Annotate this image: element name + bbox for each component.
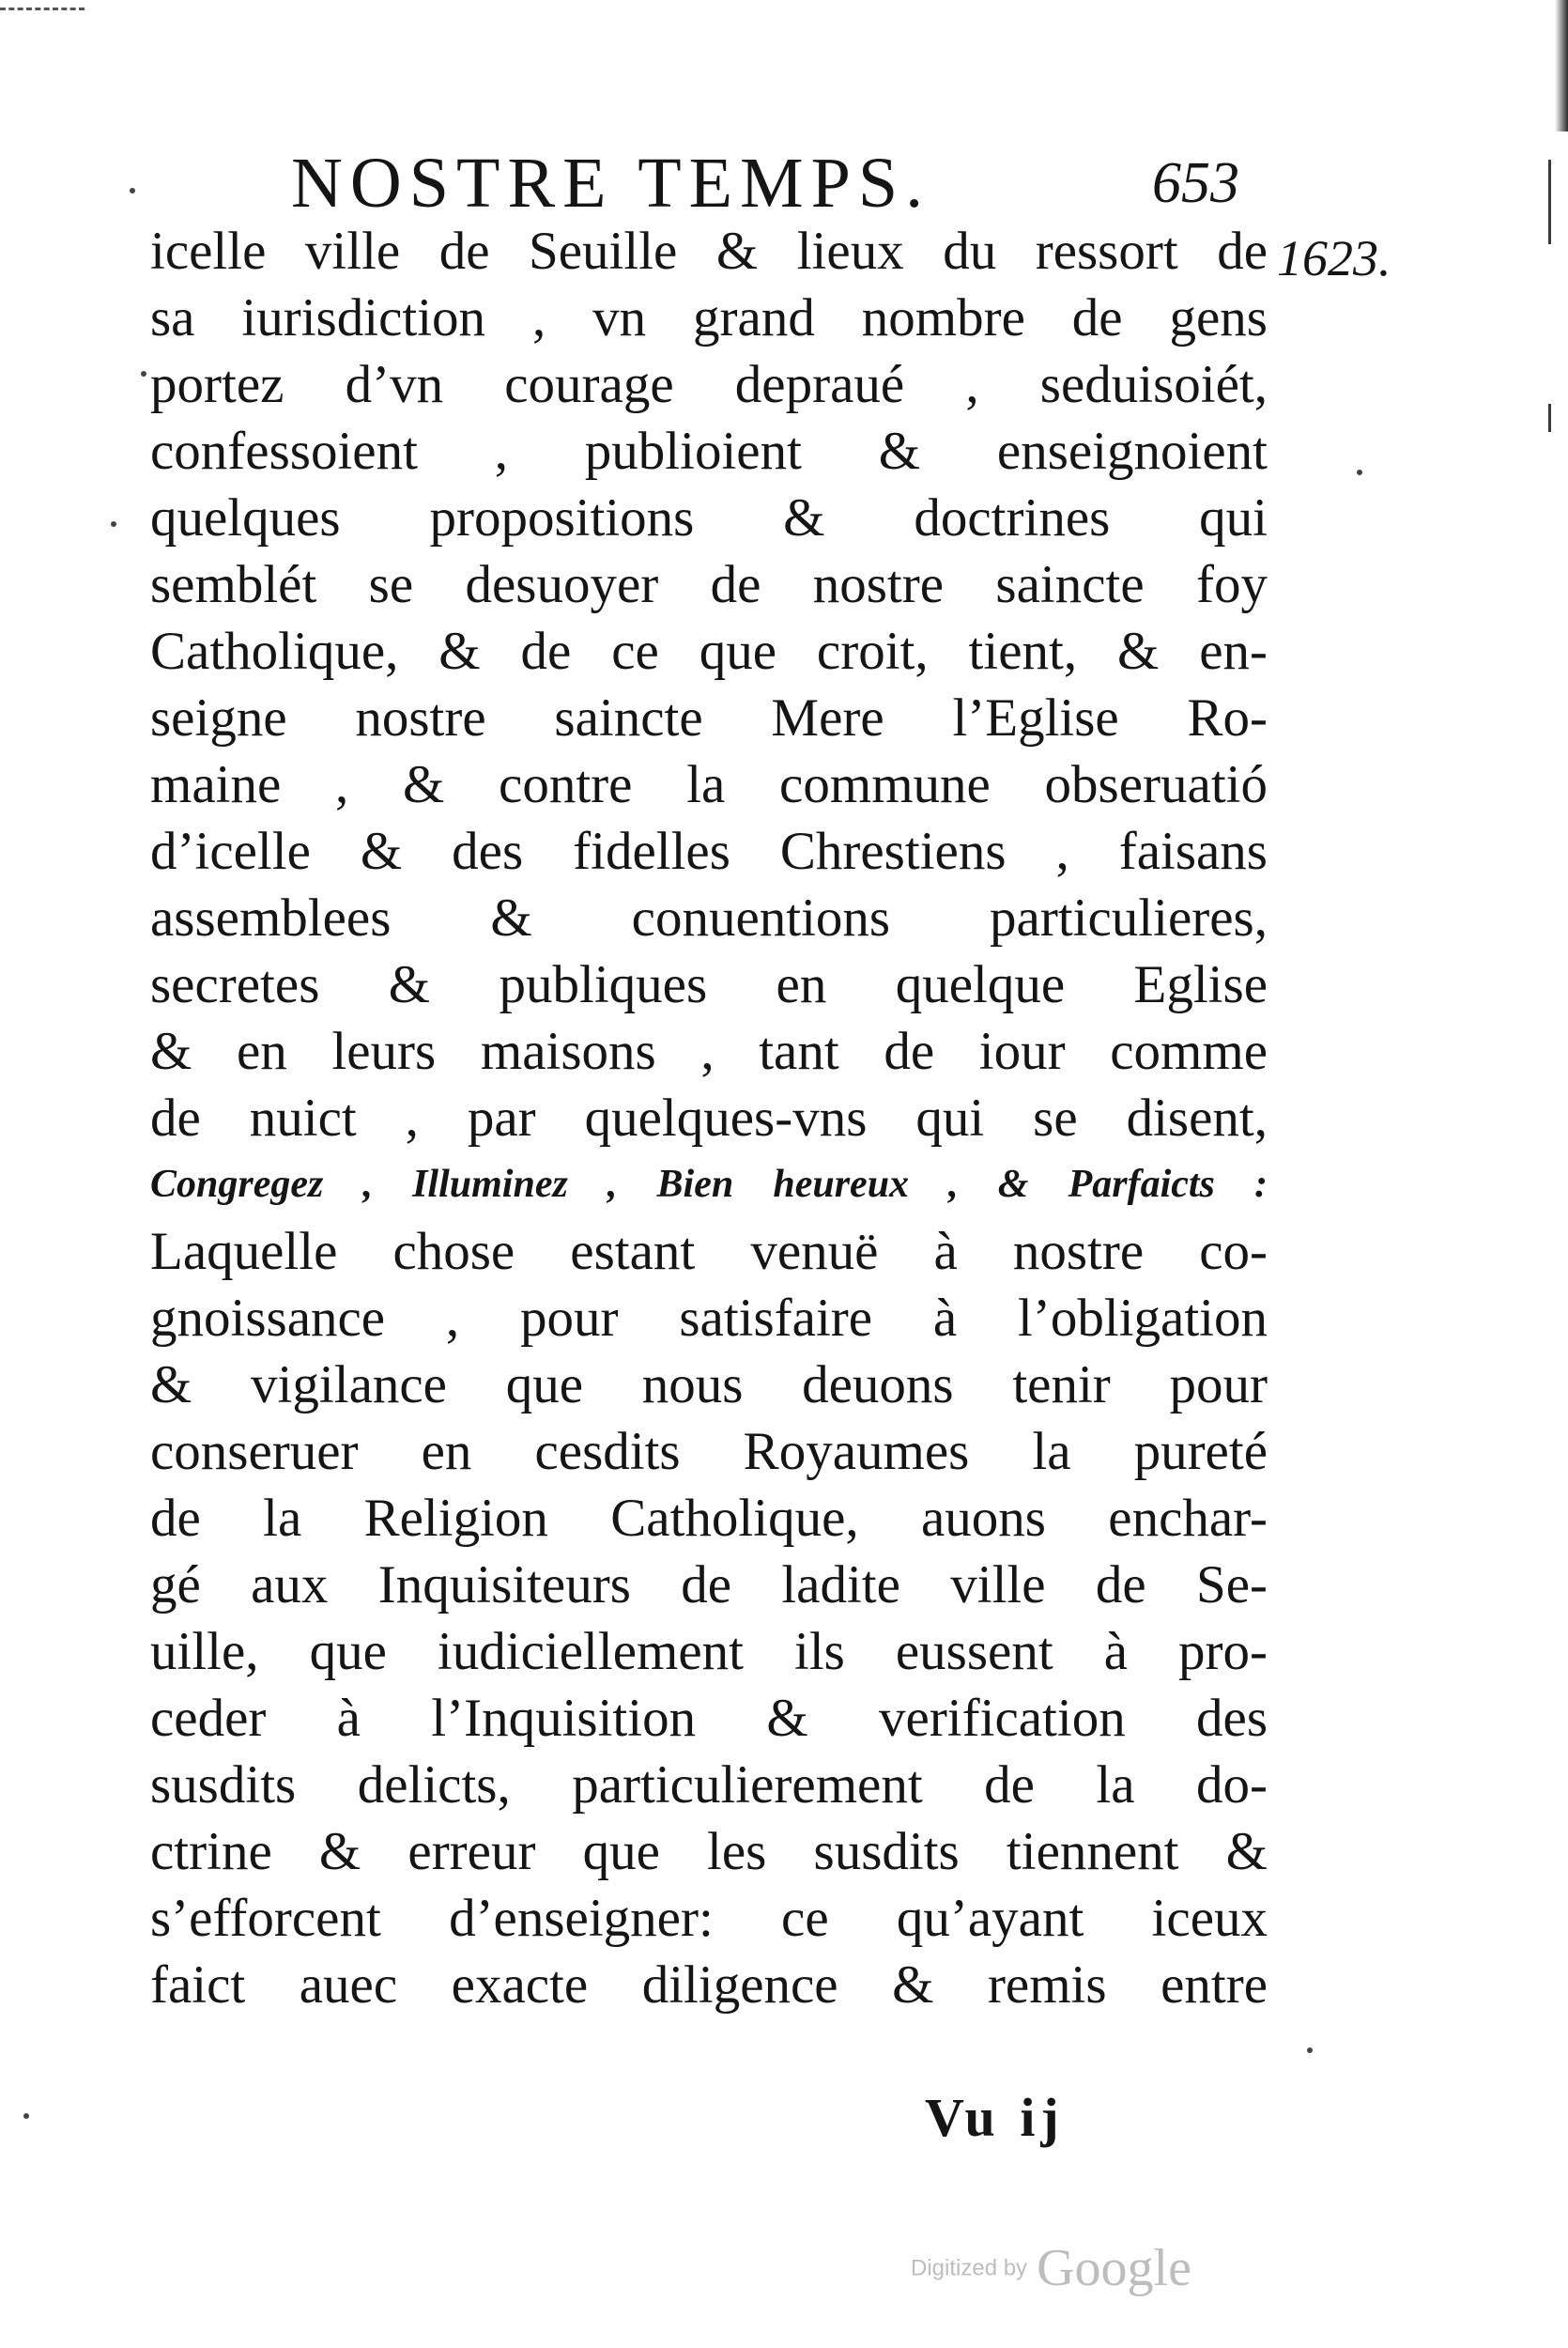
page-edge-shadow xyxy=(1555,0,1568,131)
page-number: 653 xyxy=(1152,151,1239,215)
text-line: conseruer en cesdits Royaumes la pureté xyxy=(150,1422,1268,1481)
text-line: de nuict , par quelques-vns qui se disent, xyxy=(150,1089,1268,1148)
text-line: ceder à l’Inquisition & verification des xyxy=(150,1689,1268,1748)
text-line: de la Religion Catholique, auons enchar- xyxy=(150,1489,1268,1548)
text-line: secretes & publiques en quelque Eglise xyxy=(150,955,1268,1014)
text-line: assemblees & conuentions particulieres, xyxy=(150,888,1268,948)
page-header xyxy=(291,141,1239,225)
text-line: susdits delicts, particulierement de la do- xyxy=(150,1755,1268,1815)
scan-speck xyxy=(111,521,116,527)
scan-speck xyxy=(1307,2047,1313,2053)
text-line: gnoissance , pour satisfaire à l’obligation xyxy=(150,1289,1268,1348)
scan-speck xyxy=(130,188,135,193)
text-line: maine , & contre la commune obseruatió xyxy=(150,755,1268,814)
text-line: & en leurs maisons , tant de iour comme xyxy=(150,1022,1268,1081)
text-line: uille, que iudiciellement ils eussent à pro- xyxy=(150,1622,1268,1681)
scan-speck xyxy=(1357,470,1362,475)
page-edge-mark xyxy=(1548,404,1551,432)
text-line: faict auec exacte diligence & remis entre xyxy=(150,1955,1268,2015)
signature-catchword: Vu ij xyxy=(925,2087,1065,2148)
text-line: & vigilance que nous deuons tenir pour xyxy=(150,1355,1268,1414)
page-edge-mark xyxy=(1548,160,1551,244)
text-line: seigne nostre saincte Mere l’Eglise Ro- xyxy=(150,688,1268,748)
text-line: d’icelle & des fidelles Chrestiens , faisans xyxy=(150,822,1268,881)
scan-speck xyxy=(141,371,146,377)
text-line: icelle ville de Seuille & lieux du ressort de xyxy=(150,222,1268,281)
top-edge-marks xyxy=(0,8,85,10)
text-line: sa iurisdiction , vn grand nombre de gens xyxy=(150,288,1268,348)
text-line: s’efforcent d’enseigner: ce qu’ayant iceux xyxy=(150,1889,1268,1948)
text-line: gé aux Inquisiteurs de ladite ville de Se- xyxy=(150,1555,1268,1614)
text-line-italic: Congregez , Illuminez , Bien heureux , & Parfaicts : xyxy=(150,1163,1268,1206)
text-line: ctrine & erreur que les susdits tiennent & xyxy=(150,1822,1268,1881)
text-line: quelques propositions & doctrines qui xyxy=(150,488,1268,548)
watermark-prefix: Digitized by xyxy=(911,2255,1028,2281)
text-line: Catholique, & de ce que croit, tient, & en- xyxy=(150,622,1268,681)
text-line: Laquelle chose estant venuë à nostre co- xyxy=(150,1222,1268,1281)
running-head: NOSTRE TEMPS. xyxy=(291,144,931,223)
scan-speck xyxy=(23,2113,29,2119)
margin-note-year: 1623. xyxy=(1277,230,1391,286)
text-line: semblét se desuoyer de nostre saincte foy xyxy=(150,555,1268,614)
text-line: confessoient , publioient & enseignoient xyxy=(150,422,1268,481)
body-text xyxy=(150,218,1268,2018)
digitized-by-google-watermark xyxy=(911,2240,1191,2296)
google-logo: Google xyxy=(1037,2239,1191,2298)
text-line: portez d’vn courage depraué , seduisoiét, xyxy=(150,355,1268,414)
